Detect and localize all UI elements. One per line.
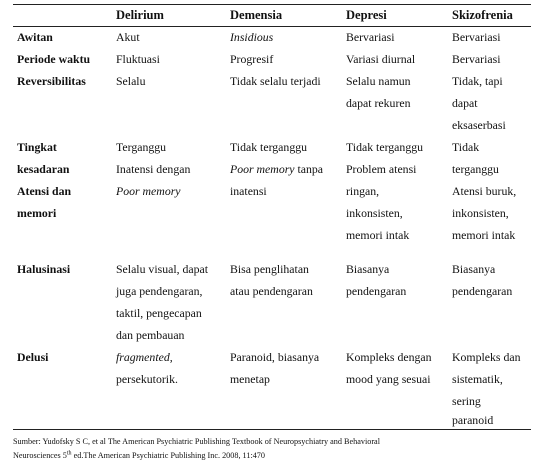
cell-tingkat-demensia-line (230, 158, 323, 180)
cell-tingkat-demensia-line: inatensi (230, 184, 267, 198)
cell-reversibilitas-skizofrenia-line: dapat (452, 96, 478, 110)
source-line-1: Sumber: Yudofsky S C, et al The American Psychiatric Publishing Textbook of Neuropsychiatry and Behavioral (13, 437, 380, 446)
row-label-reversibilitas: Reversibilitas (17, 74, 86, 88)
cell-tingkat-depresi-line: ringan, (346, 184, 380, 198)
cell-tingkat-skizofrenia-line: memori intak (452, 228, 516, 242)
cell-halusinasi-depresi-line: Biasanya (346, 262, 390, 276)
table-bottom-rule (13, 429, 531, 430)
cell-halusinasi-delirium-line: taktil, pengecapan (116, 306, 202, 320)
cell-awitan-skizofrenia: Bervariasi (452, 30, 501, 44)
cell-delusi-skizofrenia-line: Kompleks dan (452, 350, 521, 364)
cell-awitan-depresi: Bervariasi (346, 30, 395, 44)
cell-delusi-demensia-line: Paranoid, biasanya (230, 350, 320, 364)
source-citation (13, 435, 531, 462)
cell-tingkat-skizofrenia-line: inkonsisten, (452, 206, 509, 220)
cell-delusi-delirium-line: fragmented, (116, 350, 173, 364)
cell-tingkat-depresi-line: Problem atensi (346, 162, 417, 176)
cell-reversibilitas-depresi-line: Selalu namun (346, 74, 411, 88)
row-label-tingkat-line: Atensi dan (17, 184, 72, 198)
cell-tingkat-depresi-line: Tidak terganggu (346, 140, 424, 154)
cell-tingkat-depresi-line: memori intak (346, 228, 410, 242)
row-label-halusinasi: Halusinasi (17, 262, 71, 276)
cell-tingkat-demensia-line: Tidak terganggu (230, 140, 308, 154)
row-label-tingkat-line: kesadaran (17, 162, 70, 176)
cell-reversibilitas-skizofrenia-line: Tidak, tapi (452, 74, 503, 88)
row-label-tingkat-line: memori (17, 206, 57, 220)
table-top-rule (13, 4, 531, 5)
cell-tingkat-depresi-line: inkonsisten, (346, 206, 403, 220)
row-label-tingkat-line: Tingkat (17, 140, 57, 154)
cell-delusi-delirium-line: persekutorik. (116, 372, 178, 386)
cell-reversibilitas-skizofrenia-line: eksaserbasi (452, 118, 506, 132)
cell-tingkat-skizofrenia-line: terganggu (452, 162, 499, 176)
source-edition-superscript: th (66, 449, 72, 456)
source-line-2-end: ed.The American Psychiatric Publishing Inc. 2008, 11:470 (71, 450, 265, 460)
cell-halusinasi-skizofrenia-line: pendengaran (452, 284, 513, 298)
cell-tingkat-demensia-italic: Poor memory (230, 162, 295, 176)
row-label-delusi: Delusi (17, 350, 49, 364)
cell-halusinasi-demensia-line: atau pendengaran (230, 284, 313, 298)
cell-tingkat-delirium-line: Terganggu (116, 140, 167, 154)
cell-reversibilitas-delirium: Selalu (116, 74, 146, 88)
cell-tingkat-skizofrenia-line: Atensi buruk, (452, 184, 517, 198)
cell-halusinasi-delirium-line: juga pendengaran, (116, 284, 203, 298)
cell-periode-depresi: Variasi diurnal (346, 52, 416, 66)
cell-tingkat-delirium-line: Inatensi dengan (116, 162, 191, 176)
cell-halusinasi-depresi-line: pendengaran (346, 284, 407, 298)
cell-halusinasi-delirium-line: dan pembauan (116, 328, 185, 342)
row-label-awitan: Awitan (17, 30, 53, 44)
cell-tingkat-skizofrenia-line: Tidak (452, 140, 480, 154)
cell-delusi-skizofrenia-line: paranoid (452, 413, 494, 427)
cell-delusi-demensia-line: menetap (230, 372, 270, 386)
cell-delusi-depresi-line: Kompleks dengan (346, 350, 432, 364)
cell-periode-demensia: Progresif (230, 52, 274, 66)
cell-periode-delirium: Fluktuasi (116, 52, 160, 66)
cell-halusinasi-skizofrenia-line: Biasanya (452, 262, 496, 276)
cell-delusi-skizofrenia-line: sistematik, (452, 372, 503, 386)
header-delirium: Delirium (116, 8, 164, 22)
cell-reversibilitas-demensia: Tidak selalu terjadi (230, 74, 321, 88)
cell-awitan-delirium: Akut (116, 30, 140, 44)
cell-periode-skizofrenia: Bervariasi (452, 52, 501, 66)
cell-reversibilitas-depresi-line: dapat rekuren (346, 96, 411, 110)
header-depresi: Depresi (346, 8, 387, 22)
cell-halusinasi-delirium-line: Selalu visual, dapat (116, 262, 209, 276)
row-label-periode-waktu: Periode waktu (17, 52, 91, 66)
cell-delusi-skizofrenia-line: sering (452, 394, 481, 408)
header-demensia: Demensia (230, 8, 283, 22)
cell-tingkat-delirium-line: Poor memory (116, 184, 181, 198)
source-line-2-start: Neurosciences 5 (13, 450, 67, 460)
cell-delusi-depresi-line: mood yang sesuai (346, 372, 431, 386)
cell-awitan-demensia: Insidious (230, 30, 274, 44)
source-line-2 (13, 449, 531, 463)
header-skizofrenia: Skizofrenia (452, 8, 513, 22)
cell-halusinasi-demensia-line: Bisa penglihatan (230, 262, 309, 276)
cell-tingkat-demensia-text: tanpa (297, 162, 324, 176)
